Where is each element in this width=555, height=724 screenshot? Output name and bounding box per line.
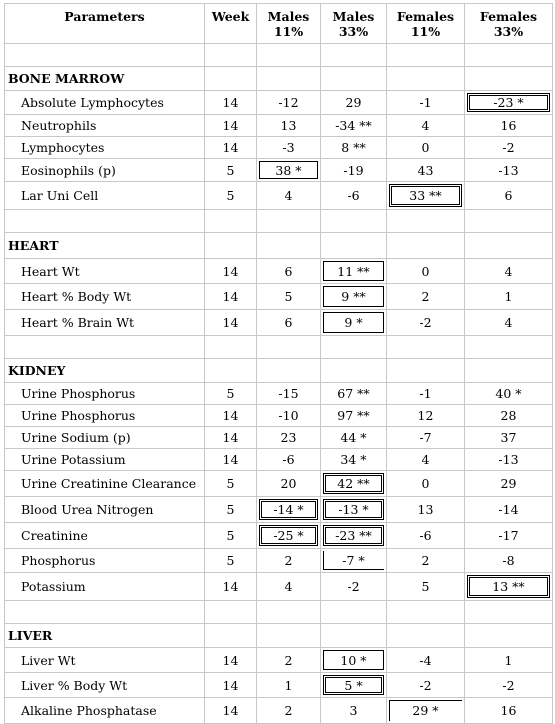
highlight-cell: -23 * [465, 91, 553, 115]
header-males-33: Males 33% [321, 4, 387, 44]
highlight-cell: 10 * [321, 648, 387, 673]
highlight-cell: -23 ** [321, 523, 387, 549]
highlight-cell: 33 ** [387, 182, 465, 210]
highlight-cell: 9 * [321, 310, 387, 336]
header-week: Week [205, 4, 257, 44]
section-bone-marrow: BONE MARROW [5, 67, 553, 91]
table-row: Lar Uni Cell 5 4 -6 33 ** 6 [5, 182, 553, 210]
spacer-row [5, 336, 553, 359]
highlight-cell: 29 * [387, 698, 465, 724]
section-kidney: KIDNEY [5, 359, 553, 383]
highlight-cell: -14 * [257, 497, 321, 523]
highlight-cell: -7 * [321, 549, 387, 573]
table-row: Eosinophils (p) 5 38 * -19 43 -13 [5, 159, 553, 182]
table-row: Heart % Body Wt 14 5 9 ** 2 1 [5, 284, 553, 310]
table-row: Liver Wt 14 2 10 * -4 1 [5, 648, 553, 673]
table-row: Urine Phosphorus 14 -10 97 ** 12 28 [5, 405, 553, 427]
spacer-row [5, 210, 553, 233]
header-males-11: Males 11% [257, 4, 321, 44]
table-row: Alkaline Phosphatase 14 2 3 29 * 16 [5, 698, 553, 724]
header-females-11: Females 11% [387, 4, 465, 44]
table-row: Urine Sodium (p) 14 23 44 * -7 37 [5, 427, 553, 449]
table-row: Neutrophils 14 13 -34 ** 4 16 [5, 115, 553, 137]
highlight-cell: 9 ** [321, 284, 387, 310]
table-row: Lymphocytes 14 -3 8 ** 0 -2 [5, 137, 553, 159]
section-heart: HEART [5, 233, 553, 259]
header-parameters: Parameters [5, 4, 205, 44]
table-row: Creatinine 5 -25 * -23 ** -6 -17 [5, 523, 553, 549]
section-liver: LIVER [5, 624, 553, 648]
table-row: Urine Phosphorus 5 -15 67 ** -1 40 * [5, 383, 553, 405]
table-row: Blood Urea Nitrogen 5 -14 * -13 * 13 -14 [5, 497, 553, 523]
highlight-cell: 11 ** [321, 259, 387, 284]
highlight-cell: 13 ** [465, 573, 553, 601]
highlight-cell: 5 * [321, 673, 387, 698]
table-row: Heart Wt 14 6 11 ** 0 4 [5, 259, 553, 284]
table-row: Absolute Lymphocytes 14 -12 29 -1 -23 * [5, 91, 553, 115]
table-row: Heart % Brain Wt 14 6 9 * -2 4 [5, 310, 553, 336]
highlight-cell: -25 * [257, 523, 321, 549]
results-table [4, 3, 553, 724]
table-row: Liver % Body Wt 14 1 5 * -2 -2 [5, 673, 553, 698]
header-row [5, 4, 553, 44]
table-row: Potassium 14 4 -2 5 13 ** [5, 573, 553, 601]
spacer-row [5, 601, 553, 624]
table-row: Phosphorus 5 2 -7 * 2 -8 [5, 549, 553, 573]
highlight-cell: 38 * [257, 159, 321, 182]
table-row: Urine Potassium 14 -6 34 * 4 -13 [5, 449, 553, 471]
highlight-cell: 42 ** [321, 471, 387, 497]
table-row: Urine Creatinine Clearance 5 20 42 ** 0 29 [5, 471, 553, 497]
header-females-33: Females 33% [465, 4, 553, 44]
spacer-row [5, 44, 553, 67]
highlight-cell: -13 * [321, 497, 387, 523]
